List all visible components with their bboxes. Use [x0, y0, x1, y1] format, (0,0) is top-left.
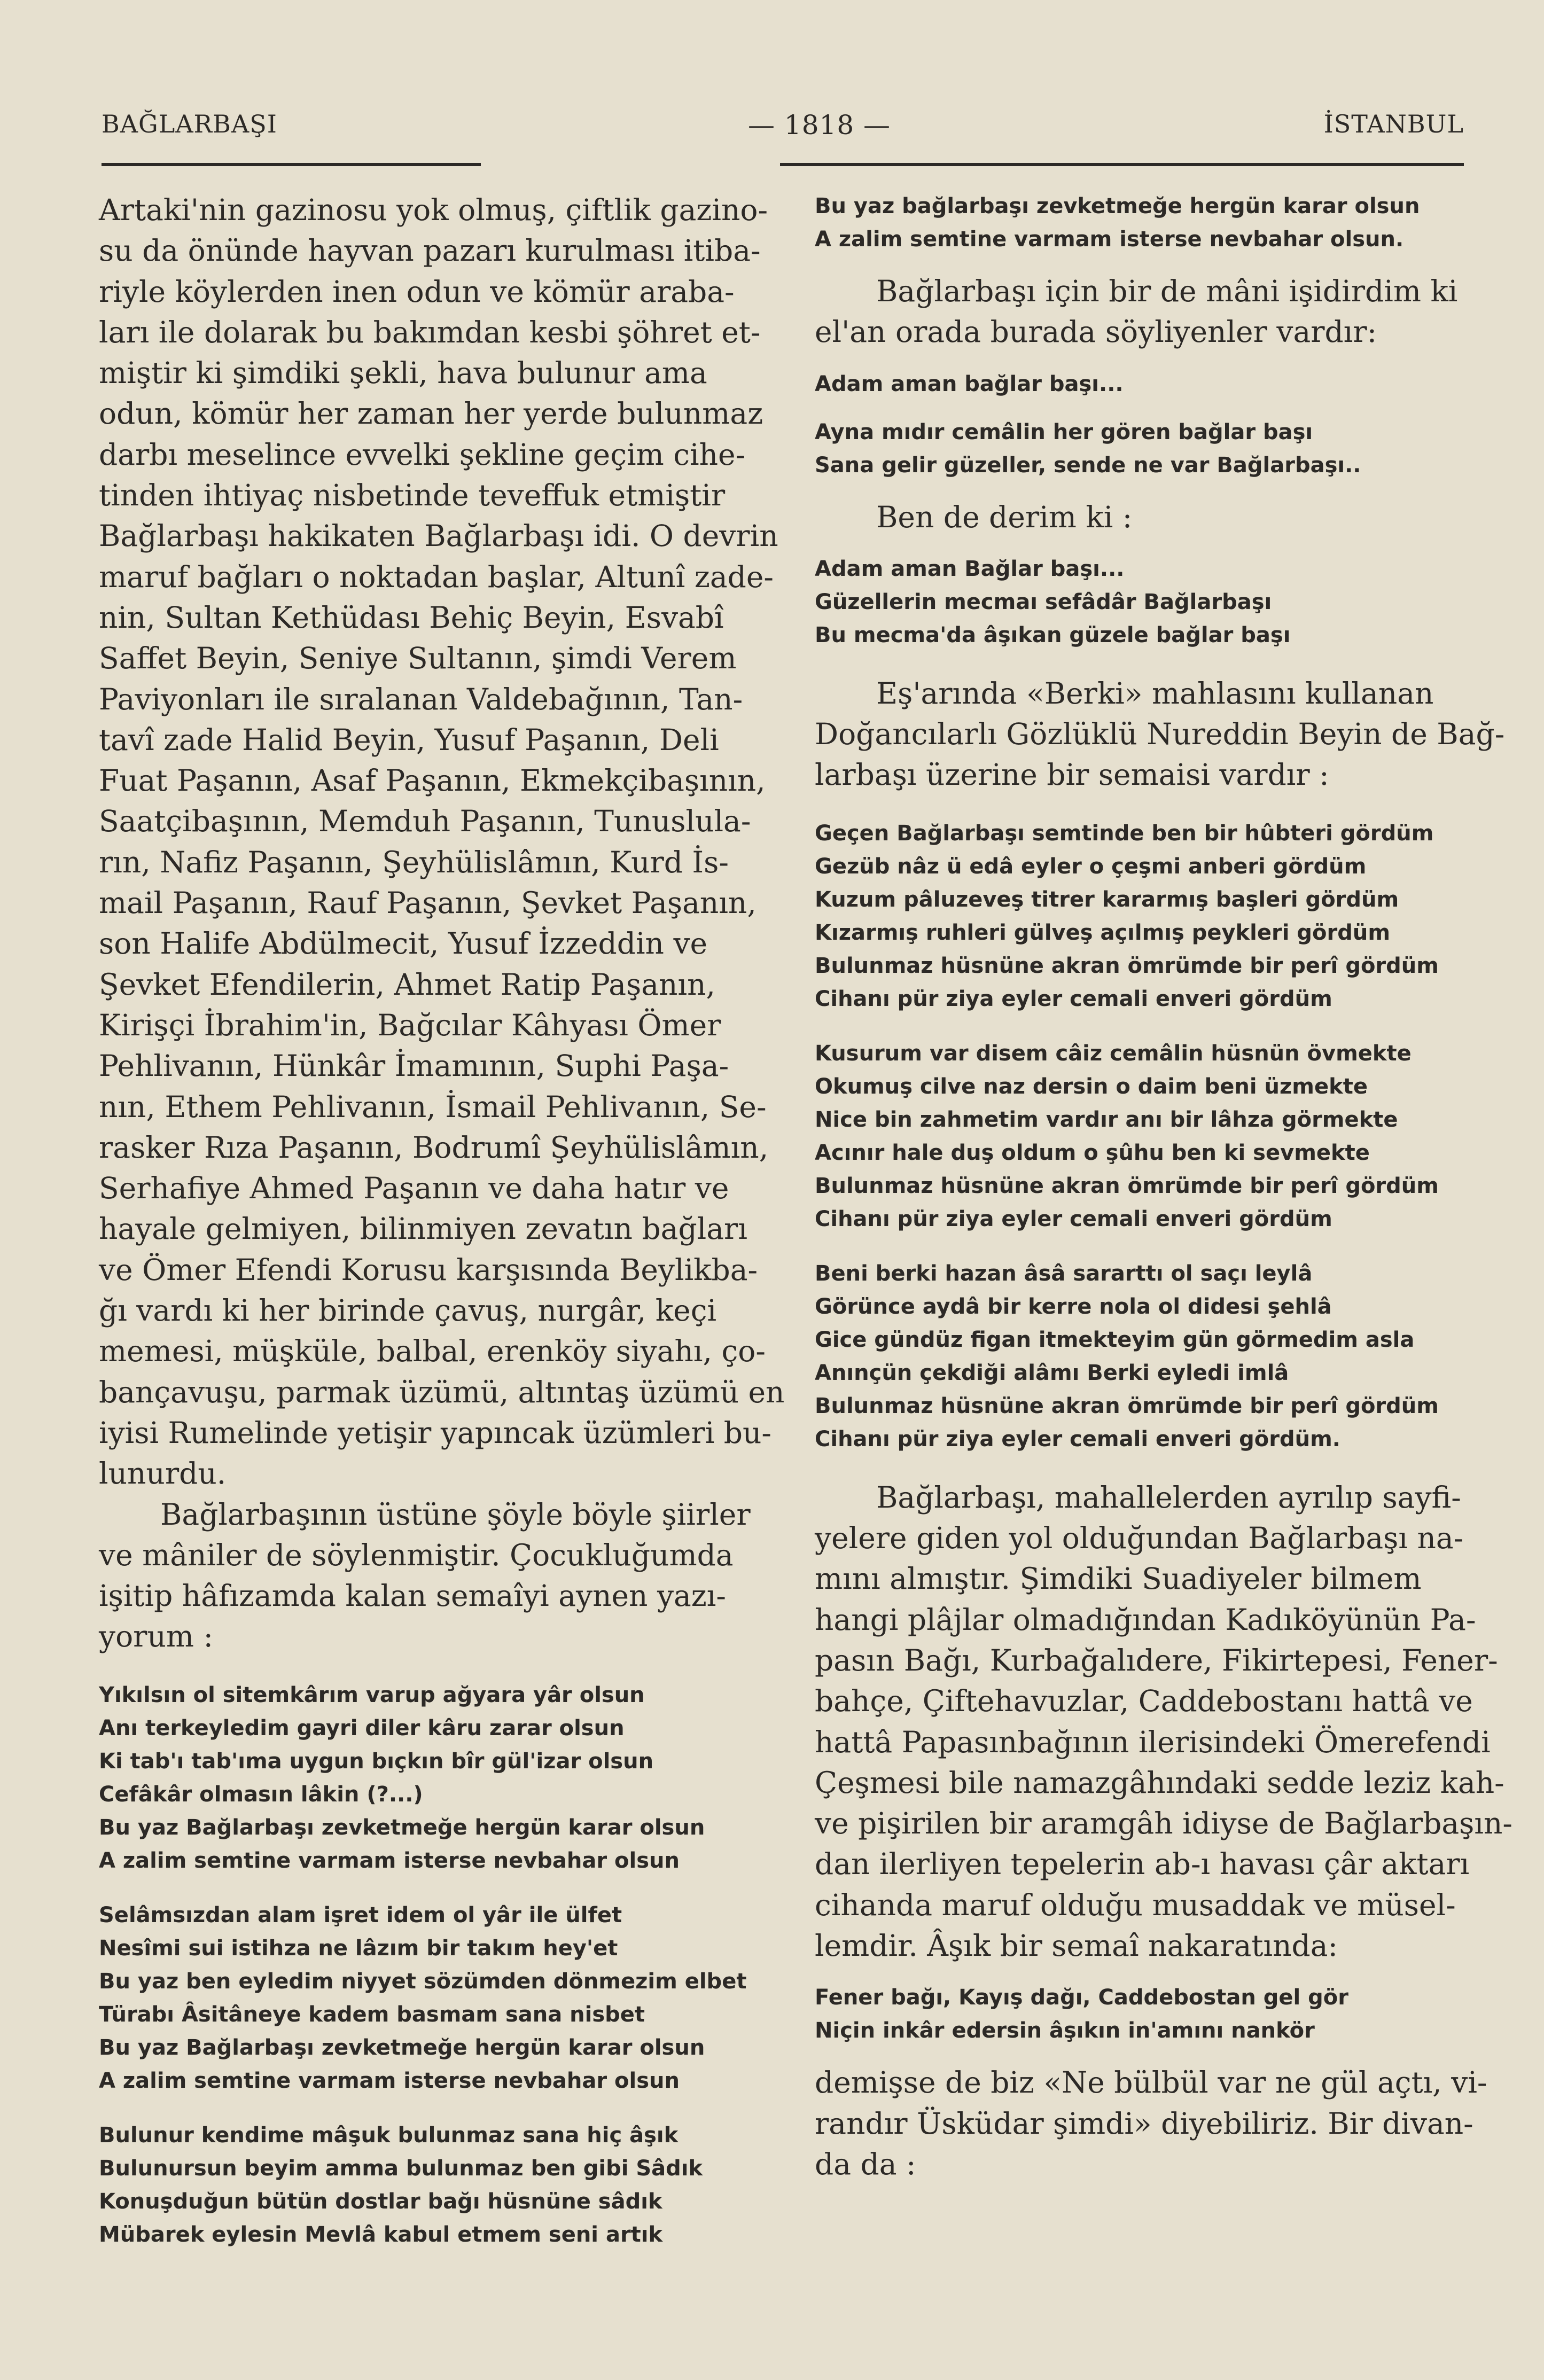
right-semai-stanza-1 — [815, 817, 1469, 1016]
text-line: iyisi Rumelinde yetişir yapıncak üzümleri bu- — [99, 1415, 772, 1450]
text-line: Konuşduğun bütün dostlar bağı hüsnüne sâdık — [99, 2189, 662, 2214]
right-mani-verse-2 — [815, 552, 1469, 652]
text-line: ve mâniler de söylenmiştir. Çocukluğumda — [99, 1538, 734, 1572]
header-rule-left — [102, 163, 481, 166]
text-line: Bu yaz Bağlarbaşı zevketmeğe hergün karar olsun — [99, 1815, 705, 1840]
header-rule-right — [780, 163, 1464, 166]
text-line: dan ilerliyen tepelerin ab-ı havası çâr aktarı — [815, 1847, 1470, 1882]
text-line: Eş'arında «Berki» mahlasını kullanan — [876, 676, 1434, 711]
text-line: Ayna mıdır cemâlin her gören bağlar başı — [815, 419, 1313, 444]
text-line: Cihanı pür ziya eyler cemali enveri gördüm. — [815, 1426, 1340, 1452]
right-semai-stanza-2 — [815, 1037, 1469, 1236]
text-line: A zalim semtine varmam isterse nevbahar olsun. — [815, 227, 1404, 252]
text-line: Bağlarbaşı hakikaten Bağlarbaşı idi. O devrin — [99, 519, 778, 553]
left-paragraph-1 — [99, 190, 785, 1494]
text-line: Acınır hale duş oldum o şûhu ben ki sevmekte — [815, 1140, 1370, 1165]
right-verse-fener — [815, 1981, 1469, 2047]
text-line: Adam aman bağlar başı... — [815, 371, 1124, 396]
text-line: Cihanı pür ziya eyler cemali enveri gördüm — [815, 1206, 1332, 1231]
text-line: ğı vardı ki her birinde çavuş, nurgâr, keçi — [99, 1293, 717, 1328]
text-line: Paviyonları ile sıralanan Valdebağının, Tan- — [99, 682, 743, 716]
text-line: nın, Ethem Pehlivanın, İsmail Pehlivanın, Se- — [99, 1089, 767, 1124]
right-paragraph-berki — [815, 673, 1505, 795]
left-verse-stanza-2 — [99, 1899, 745, 2097]
text-line: Saatçibaşının, Memduh Paşanın, Tunuslula- — [99, 804, 751, 839]
text-line: Bulunursun beyim amma bulunmaz ben gibi Sâdık — [99, 2156, 703, 2181]
text-line: Nesîmi sui istihza ne lâzım bir takım hey'et — [99, 1936, 618, 1961]
text-line: hayale gelmiyen, bilinmiyen zevatın bağları — [99, 1212, 747, 1246]
text-line: Anınçün çekdiği alâmı Berki eyledi imlâ — [815, 1360, 1289, 1385]
text-line: Bağlarbaşı, mahallelerden ayrılıp sayfi- — [876, 1480, 1461, 1515]
text-line: Gice gündüz figan itmekteyim gün görmedim asla — [815, 1327, 1415, 1352]
text-line: tinden ihtiyaç nisbetinde teveffuk etmiştir — [99, 478, 726, 513]
text-line: el'an orada burada söyliyenler vardır: — [815, 315, 1377, 349]
header-section-title: BAĞLARBAŞI — [102, 110, 277, 138]
text-line: Güzellerin mecmaı sefâdâr Bağlarbaşı — [815, 589, 1272, 614]
text-line: Kusurum var disem câiz cemâlin hüsnün övmekte — [815, 1041, 1412, 1066]
running-header — [102, 110, 1464, 158]
text-line: Adam aman Bağlar başı... — [815, 556, 1125, 581]
right-mani-verse-1 — [815, 416, 1469, 482]
text-line: son Halife Abdülmecit, Yusuf İzzeddin ve — [99, 926, 708, 961]
text-line: rın, Nafiz Paşanın, Şeyhülislâmın, Kurd İs- — [99, 845, 729, 879]
text-line: Beni berki hazan âsâ sararttı ol saçı leylâ — [815, 1261, 1313, 1286]
text-line: Sana gelir güzeller, sende ne var Bağlarbaşı.. — [815, 452, 1361, 478]
text-line: Selâmsızdan alam işret idem ol yâr ile ülfet — [99, 1902, 622, 1928]
text-line: Türabı Âsitâneye kadem basmam sana nisbet — [99, 2002, 645, 2027]
text-line: lunurdu. — [99, 1456, 227, 1491]
text-line: ları ile dolarak bu bakımdan kesbi şöhret et- — [99, 315, 761, 349]
text-line: Görünce aydâ bir kerre nola ol didesi şehlâ — [815, 1294, 1332, 1319]
text-line: cihanda maruf olduğu musaddak ve müsel- — [815, 1887, 1456, 1922]
text-line: Bulunmaz hüsnüne akran ömrümde bir perî gördüm — [815, 1393, 1439, 1418]
text-line: Bu yaz ben eyledim niyyet sözümden dönmezim elbet — [99, 1969, 747, 1994]
text-line: ve pişirilen bir aramgâh idiyse de Bağlarbaşın- — [815, 1806, 1513, 1841]
text-line: Serhafiye Ahmed Paşanın ve daha hatır ve — [99, 1171, 729, 1206]
text-line: da da : — [815, 2147, 916, 2181]
text-line: su da önünde hayvan pazarı kurulması itiba- — [99, 233, 761, 268]
text-line: bahçe, Çiftehavuzlar, Caddebostanı hattâ ve — [815, 1684, 1473, 1719]
text-line: maruf bağları o noktadan başlar, Altunî zade- — [99, 559, 774, 594]
text-line: Bulunmaz hüsnüne akran ömrümde bir perî gördüm — [815, 1173, 1439, 1198]
text-line: Gezüb nâz ü edâ eyler o çeşmi anberi gördüm — [815, 854, 1367, 879]
text-line: Mübarek eylesin Mevlâ kabul etmem seni artık — [99, 2222, 663, 2247]
text-line: Pehlivanın, Hünkâr İmamının, Suphi Paşa- — [99, 1049, 729, 1083]
page-number: — 1818 — — [748, 110, 891, 141]
right-paragraph-sayfiye — [815, 1477, 1513, 1967]
text-line: ve Ömer Efendi Korusu karşısında Beylikba- — [99, 1252, 758, 1287]
text-line: Yıkılsın ol sitemkârım varup ağyara yâr olsun — [99, 1682, 645, 1707]
text-line: A zalim semtine varmam isterse nevbahar olsun — [99, 1848, 680, 1873]
text-line: Ben de derim ki : — [876, 500, 1133, 534]
text-line: mail Paşanın, Rauf Paşanın, Şevket Paşanın, — [99, 886, 757, 920]
text-line: Kirişçi İbrahim'in, Bağcılar Kâhyası Ömer — [99, 1008, 721, 1042]
right-verse-refrain — [815, 190, 1469, 256]
text-line: Bulunmaz hüsnüne akran ömrümde bir perî gördüm — [815, 953, 1439, 978]
text-line: Kızarmış ruhleri gülveş açılmış peykleri gördüm — [815, 920, 1390, 945]
text-line: Saffet Beyin, Seniye Sultanın, şimdi Verem — [99, 641, 737, 676]
text-line: Bu yaz Bağlarbaşı zevketmeğe hergün karar olsun — [99, 2035, 705, 2060]
right-mani-opening — [815, 368, 1469, 401]
text-line: odun, kömür her zaman her yerde bulunmaz — [99, 396, 763, 431]
text-line: Fener bağı, Kayış dağı, Caddebostan gel gör — [815, 1985, 1348, 2010]
text-line: hattâ Papasınbağının ilerisindeki Ömerefendi — [815, 1724, 1491, 1759]
text-line: larbaşı üzerine bir semaisi vardır : — [815, 758, 1329, 792]
left-verse-stanza-1 — [99, 1679, 745, 1877]
right-paragraph-mani-intro — [815, 271, 1469, 353]
right-semai-stanza-3 — [815, 1257, 1469, 1456]
text-line: Doğancılarlı Gözlüklü Nureddin Beyin de Bağ- — [815, 717, 1505, 752]
right-column — [815, 190, 1513, 2184]
text-line: Niçin inkâr edersin âşıkın in'amını nankör — [815, 2018, 1315, 2043]
text-line: Şevket Efendilerin, Ahmet Ratip Paşanın, — [99, 967, 715, 1002]
text-line: lemdir. Âşık bir semaî nakaratında: — [815, 1929, 1338, 1963]
right-paragraph-closing — [815, 2062, 1487, 2184]
text-line: Bağlarbaşının üstüne şöyle böyle şiirler — [160, 1497, 751, 1532]
text-line: Bu yaz bağlarbaşı zevketmeğe hergün karar olsun — [815, 194, 1420, 219]
text-line: hangi plâjlar olmadığından Kadıköyünün Pa- — [815, 1602, 1476, 1637]
text-line: yorum : — [99, 1619, 214, 1654]
right-paragraph-ben-de — [815, 497, 1469, 537]
text-line: riyle köylerden inen odun ve kömür araba- — [99, 274, 735, 309]
text-line: mını almıştır. Şimdiki Suadiyeler bilmem — [815, 1562, 1422, 1596]
text-line: Çeşmesi bile namazgâhındaki sedde leziz kah- — [815, 1765, 1504, 1800]
text-line: Bu mecma'da âşıkan güzele bağlar başı — [815, 622, 1291, 647]
text-line: Kuzum pâluzeveş titrer kararmış başleri gördüm — [815, 887, 1399, 912]
left-verse-stanza-3 — [99, 2119, 745, 2251]
text-line: yelere giden yol olduğundan Bağlarbaşı na- — [815, 1521, 1464, 1556]
text-line: Cefâkâr olmasın lâkin (?...) — [99, 1782, 423, 1807]
text-line: Bulunur kendime mâşuk bulunmaz sana hiç âşık — [99, 2123, 679, 2148]
text-line: Geçen Bağlarbaşı semtinde ben bir hûbteri gördüm — [815, 821, 1434, 846]
text-line: Artaki'nin gazinosu yok olmuş, çiftlik gazino- — [99, 193, 768, 227]
text-line: işitip hâfızamda kalan semaîyi aynen yazı- — [99, 1579, 726, 1613]
text-line: Cihanı pür ziya eyler cemali enveri gördüm — [815, 986, 1332, 1011]
text-line: Okumuş cilve naz dersin o daim beni üzmekte — [815, 1074, 1368, 1099]
text-line: Bağlarbaşı için bir de mâni işidirdim ki — [876, 274, 1458, 308]
text-line: pasın Bağı, Kurbağalıdere, Fikirtepesi, Fener- — [815, 1643, 1498, 1677]
text-line: nin, Sultan Kethüdası Behiç Beyin, Esvabî — [99, 600, 724, 635]
text-line: bançavuşu, parmak üzümü, altıntaş üzümü en — [99, 1375, 785, 1409]
text-line: Anı terkeyledim gayri diler kâru zarar olsun — [99, 1715, 625, 1741]
text-line: tavî zade Halid Beyin, Yusuf Paşanın, Deli — [99, 722, 719, 757]
text-line: Nice bin zahmetim vardır anı bir lâhza görmekte — [815, 1107, 1398, 1132]
text-line: randır Üsküdar şimdi» diyebiliriz. Bir divan- — [815, 2106, 1473, 2141]
text-line: demişse de biz «Ne bülbül var ne gül açtı, vi- — [815, 2065, 1487, 2100]
text-line: darbı meselince evvelki şekline geçim cihe- — [99, 437, 746, 472]
text-line: rasker Rıza Paşanın, Bodrumî Şeyhülislâmın, — [99, 1130, 769, 1165]
text-line: Ki tab'ı tab'ıma uygun bıçkın bîr gül'izar olsun — [99, 1749, 654, 1774]
text-line: Fuat Paşanın, Asaf Paşanın, Ekmekçibaşının, — [99, 763, 766, 798]
text-line: memesi, müşküle, balbal, erenköy siyahı, ço- — [99, 1334, 766, 1369]
text-line: A zalim semtine varmam isterse nevbahar olsun — [99, 2068, 680, 2093]
header-city: İSTANBUL — [1323, 110, 1464, 138]
left-paragraph-2 — [99, 1494, 751, 1657]
left-column — [99, 190, 785, 2251]
text-line: miştir ki şimdiki şekli, hava bulunur ama — [99, 356, 707, 391]
